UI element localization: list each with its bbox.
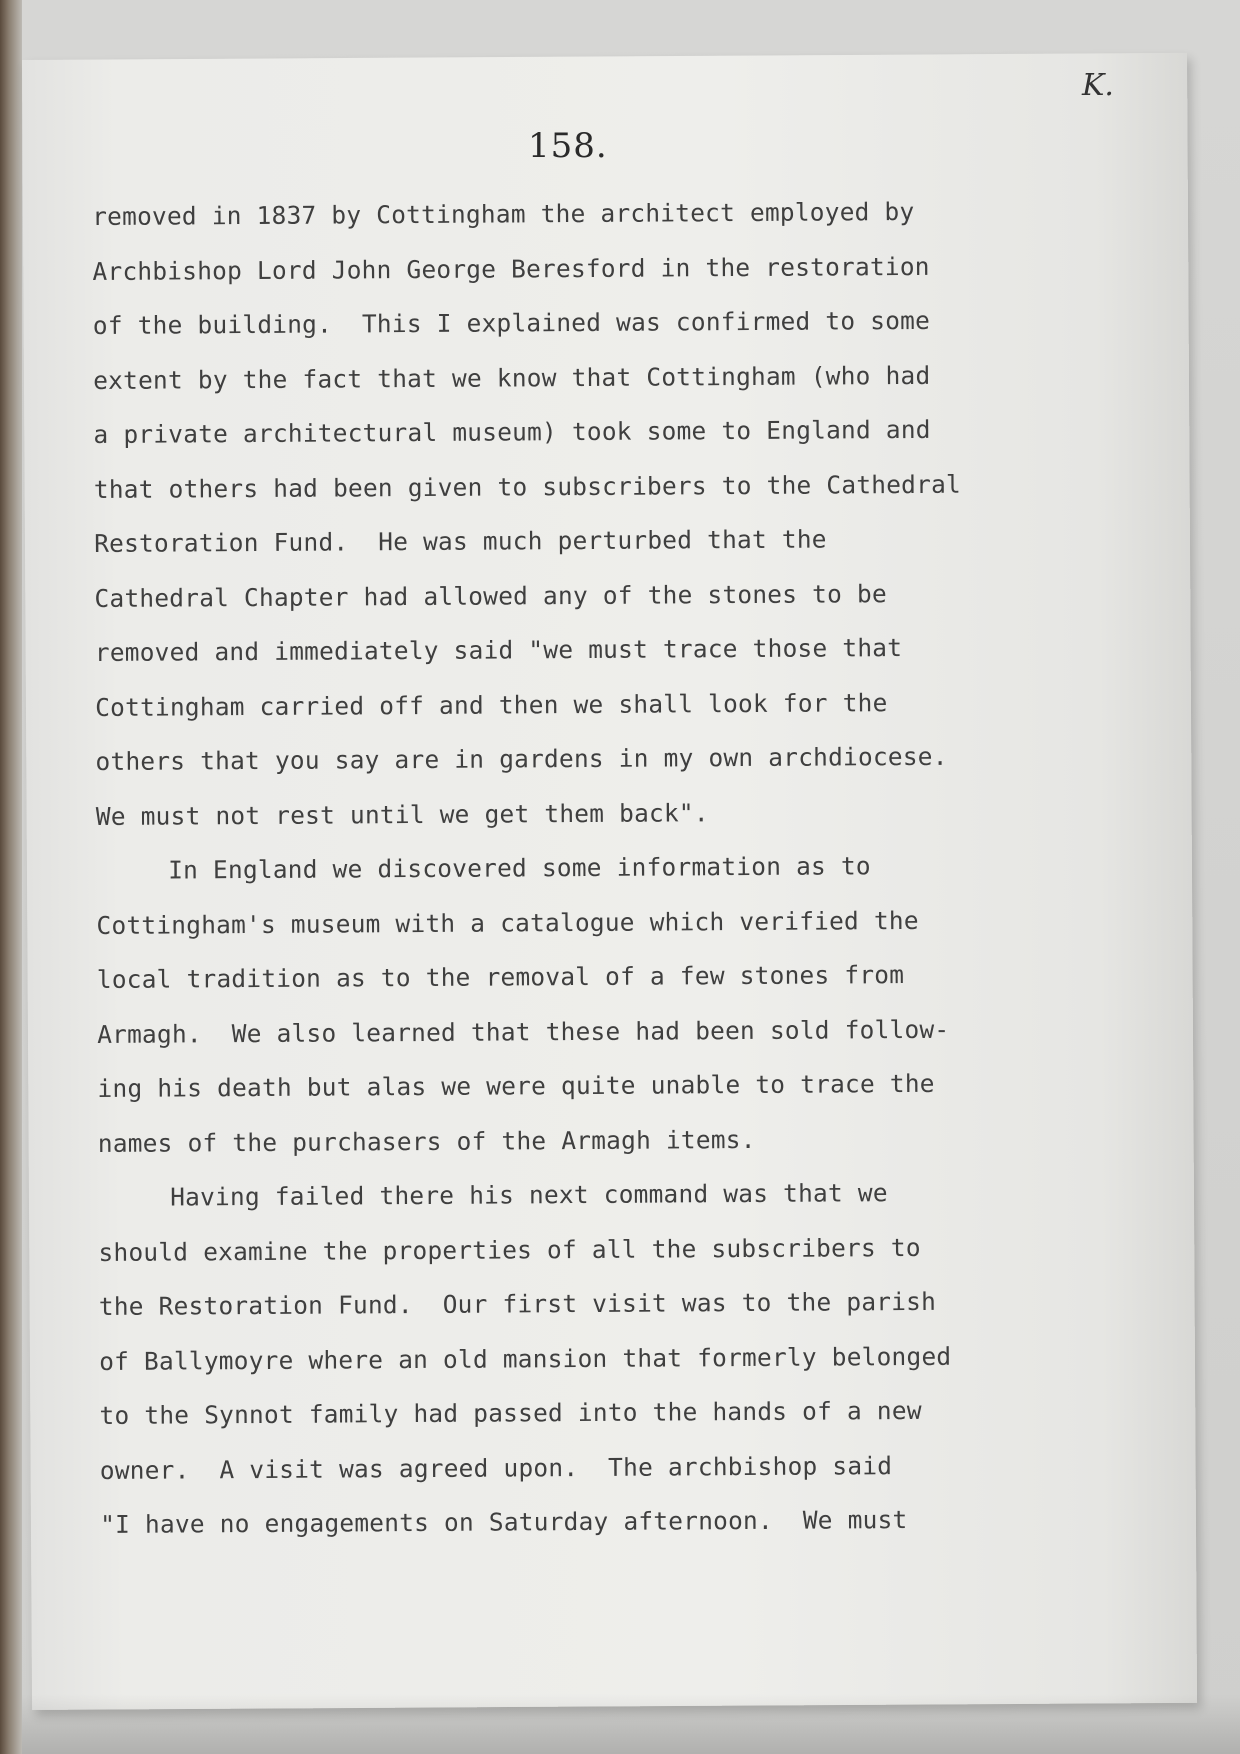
text-line: removed and immediately said "we must trace those that bbox=[94, 633, 903, 667]
text-line: of the building. This I explained was confirmed to some bbox=[92, 305, 931, 340]
text-line: We must not rest until we get them back". bbox=[95, 797, 709, 831]
text-line: Cottingham carried off and then we shall look for the bbox=[95, 687, 888, 722]
text-line: others that you say are in gardens in my own archdiocese. bbox=[95, 741, 948, 776]
paragraph-start-line: Having failed there his next command was that we bbox=[170, 1178, 888, 1212]
text-line: owner. A visit was agreed upon. The archbishop said bbox=[99, 1450, 893, 1485]
bottom-shadow bbox=[22, 1694, 1240, 1754]
text-line: Archbishop Lord John George Beresford in the restoration bbox=[92, 251, 930, 286]
text-line: names of the purchasers of the Armagh items. bbox=[97, 1124, 756, 1158]
text-line: the Restoration Fund. Our first visit was to the parish bbox=[98, 1286, 937, 1321]
text-line: Restoration Fund. He was much perturbed that the bbox=[94, 524, 827, 558]
text-line: local tradition as to the removal of a few stones from bbox=[96, 960, 905, 994]
corner-annotation: K. bbox=[1082, 68, 1114, 103]
text-line: extent by the fact that we know that Cottingham (who had bbox=[93, 360, 931, 395]
paragraph-start-line: In England we discovered some information as to bbox=[168, 851, 871, 885]
text-line: Armagh. We also learned that these had been sold follow- bbox=[97, 1014, 950, 1049]
text-line: that others had been given to subscribers to the Cathedral bbox=[93, 469, 962, 504]
text-line: a private architectural museum) took some to England and bbox=[93, 414, 931, 449]
binding-edge bbox=[0, 0, 22, 1754]
text-line: "I have no engagements on Saturday afternoon. We must bbox=[100, 1505, 908, 1539]
text-line: should examine the properties of all the subscribers to bbox=[98, 1232, 921, 1267]
text-line: Cathedral Chapter had allowed any of the stones to be bbox=[94, 578, 887, 613]
page-number: 158. bbox=[528, 126, 608, 166]
text-line: to the Synnot family had passed into the hands of a new bbox=[99, 1395, 922, 1430]
text-line: removed in 1837 by Cottingham the architect employed by bbox=[92, 196, 915, 231]
text-line: of Ballymoyre where an old mansion that formerly belonged bbox=[99, 1341, 952, 1376]
text-line: Cottingham's museum with a catalogue which verified the bbox=[96, 905, 919, 940]
typewritten-body bbox=[92, 184, 1060, 1552]
text-line: ing his death but alas we were quite unable to trace the bbox=[97, 1068, 935, 1103]
